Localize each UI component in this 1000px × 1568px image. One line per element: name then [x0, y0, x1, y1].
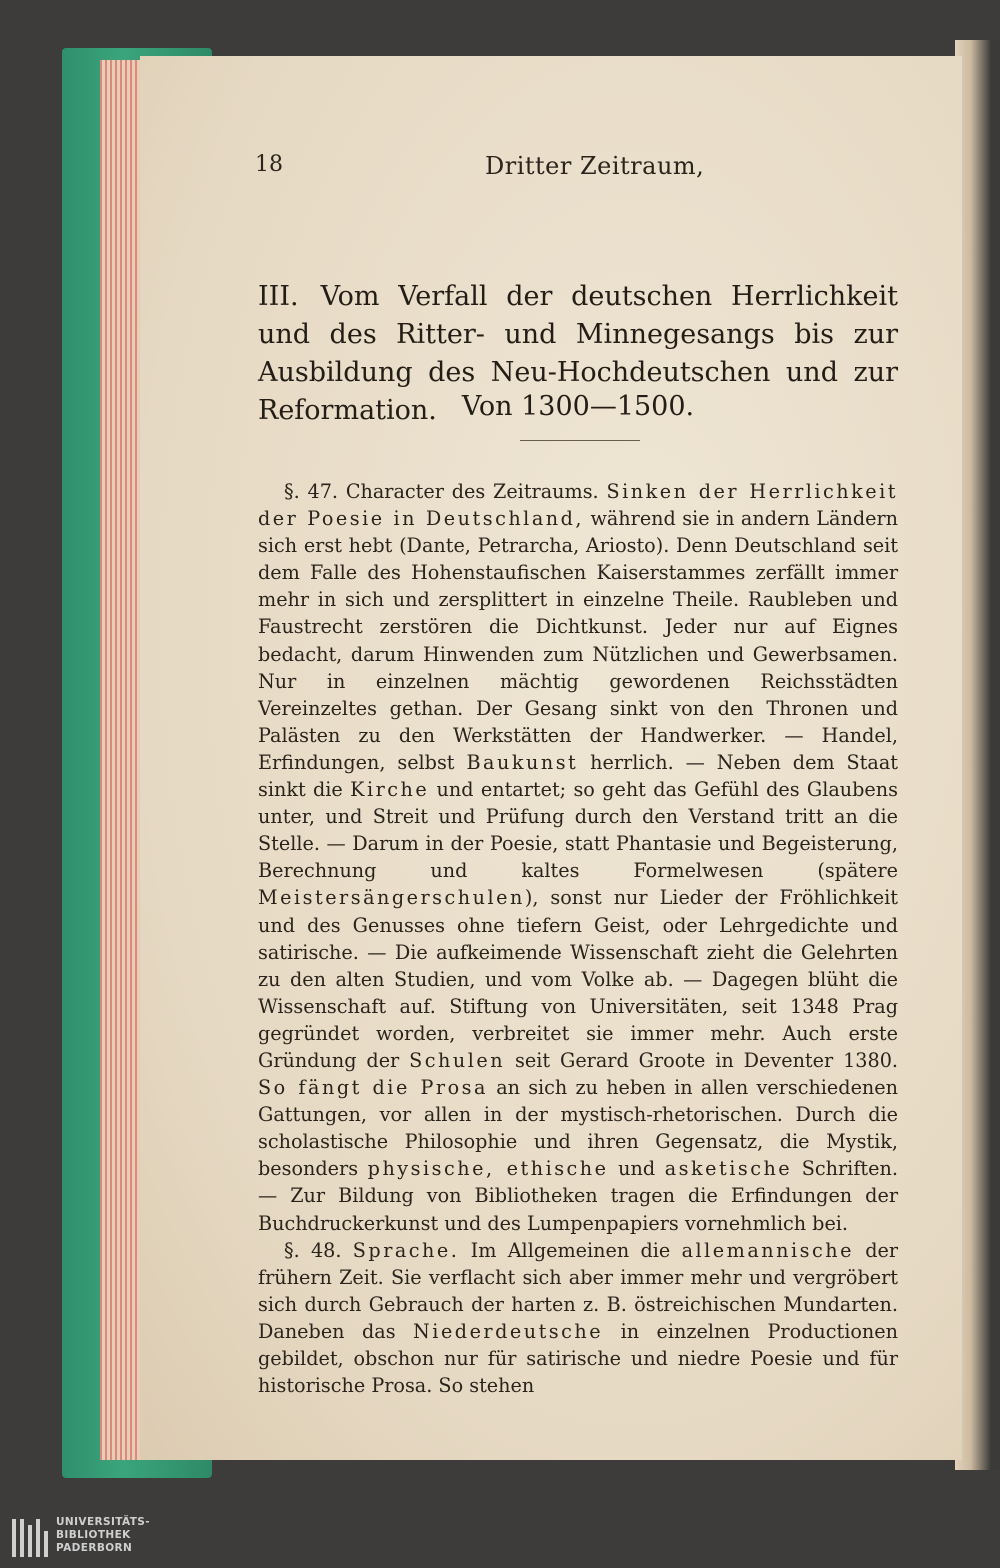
text-spaced: asketische	[664, 1157, 793, 1181]
page-header	[255, 152, 895, 192]
section-heading: Character des Zeitraums.	[345, 480, 599, 503]
paragraph-47	[258, 478, 898, 1237]
text-spaced: Kirche	[350, 778, 430, 802]
section-heading: Sprache.	[352, 1238, 460, 1262]
library-logo-text	[56, 1516, 150, 1555]
text-spaced: Niederdeutsche	[413, 1319, 604, 1343]
text-spaced: So fängt die Prosa	[258, 1076, 488, 1100]
section-mark: §. 47.	[284, 480, 339, 503]
page-number: 18	[255, 152, 283, 177]
text-run: in einzelnen Productionen gebildet, obschon nur für satirische und niedre Poesie und für historische Prosa. So stehen	[258, 1319, 898, 1398]
chapter-number: III.	[258, 281, 299, 312]
text-spaced: Sinken der Herrlichkeit der Poesie in Deutschland,	[258, 480, 898, 531]
logo-line: PADERBORN	[56, 1542, 133, 1554]
section-rule	[520, 440, 640, 441]
text-run: seit Gerard Groote in Deventer 1380.	[515, 1048, 899, 1072]
chapter-years: Von 1300—1500.	[461, 391, 695, 422]
text-run: ), sonst nur Lieder der Fröhlichkeit und des Genusses ohne tiefern Geist, oder Lehrgedichte und satirische. — Die aufkeimende Wissenschaft zieht die Gelehrten zu den alten Studien, und vom Volke ab. — Dagegen blüht die Wissenschaft auf. Stiftung von Universitäten, seit 1348 Prag gegründet worden, verbreitet sie immer mehr. Auch erste Gründung der	[258, 886, 898, 1072]
text-spaced: Baukunst	[466, 750, 579, 774]
text-run: an sich zu heben in allen verschiedenen Gattungen, vor allen in der mystisch-rhetorischen. Durch die scholastische Philosophie und ihren Gegensatz, die Mystik, besonders	[258, 1076, 898, 1181]
section-mark: §. 48.	[284, 1238, 342, 1262]
text-run: und entartet; so geht das Gefühl des Glaubens unter, und Streit und Prüfung durch den Verstand tritt an die Stelle. — Darum in der Poesie, statt Phantasie und Begeisterung, Berechnung und kaltes Formelwesen (spätere	[258, 778, 898, 883]
paragraph-48	[258, 1237, 898, 1400]
text-spaced: Schulen	[409, 1048, 506, 1072]
library-logo	[10, 1513, 170, 1563]
text-run: herrlich. — Neben dem Staat sinkt die	[258, 750, 898, 802]
text-spaced: allemannische	[681, 1238, 854, 1262]
text-spaced: physische, ethische	[367, 1157, 609, 1181]
text-run: Schriften. — Zur Bildung von Bibliotheken tragen die Erfindungen der Buchdruckerkunst und des Lumpenpapiers vornehmlich bei.	[258, 1157, 898, 1235]
library-logo-icon	[10, 1517, 50, 1559]
body-text	[258, 478, 898, 1399]
chapter-title: Vom Verfall der deutschen Herrlichkeit und des Ritter- und Minnegesangs bis zur Ausbildung des Neu-Hochdeutschen und zur Reformation.	[258, 281, 898, 426]
logo-line: UNIVERSITÄTS-	[56, 1516, 151, 1528]
text-run: und	[618, 1157, 656, 1181]
text-run: der frühern Zeit. Sie verflacht sich aber immer mehr und vergröbert sich durch Gebrauch der harten z. B. östreichischen Mundarten. Daneben das	[258, 1238, 899, 1343]
text-run: Im Allgemeinen die	[470, 1238, 671, 1262]
text-run: während sie in andern Ländern sich erst hebt (Dante, Petrarcha, Ariosto). Denn Deutschland seit dem Falle des Hohenstaufischen Kaiserstammes zerfällt immer mehr in sich und zersplittert in einzelne Theile. Raubleben und Faustrecht zerstören die Dichtkunst. Jeder nur auf Eignes bedacht, darum Hinwenden zum Nützlichen und Gewerbsamen. Nur in einzelnen mächtig gewordenen Reichsstädten Vereinzeltes gethan. Der Gesang sinkt von den Thronen und Palästen zu den Werkstätten der Handwerker. — Handel, Erfindungen, selbst	[258, 507, 898, 774]
text-spaced: Meistersängerschulen	[258, 886, 525, 910]
logo-line: BIBLIOTHEK	[56, 1529, 131, 1541]
running-title: Dritter Zeitraum,	[485, 152, 705, 180]
